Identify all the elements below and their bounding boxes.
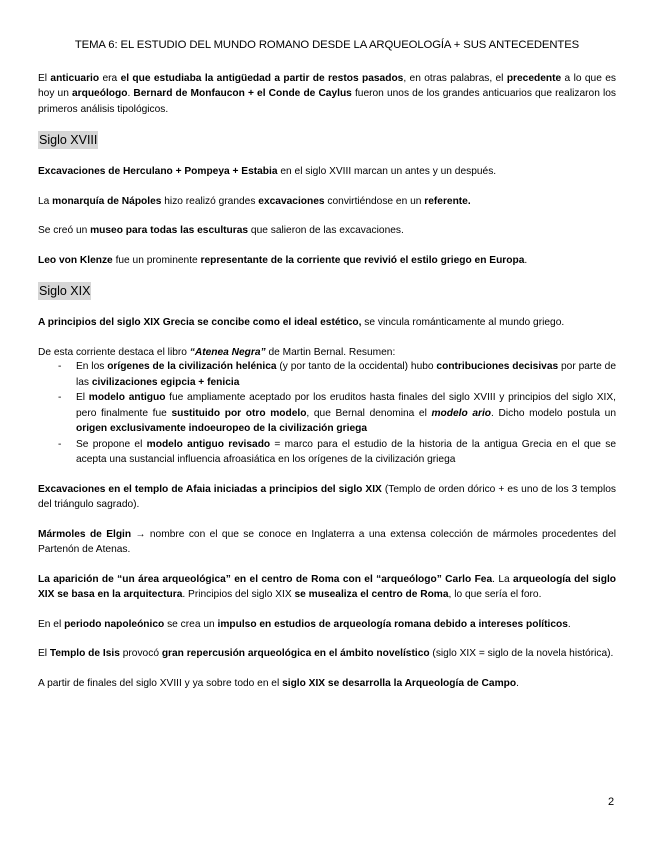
page-title: TEMA 6: EL ESTUDIO DEL MUNDO ROMANO DESDE LA ARQUEOLOGÍA + SUS ANTECEDENTES [74, 39, 580, 51]
summary-list [38, 359, 616, 468]
paragraph-elgin: Mármoles de Elgin → nombre con el que se conoce en Inglaterra a una extensa colección de mármoles procedentes del Partenón de Atenas. [38, 528, 616, 555]
list-item: - El modelo antiguo fue ampliamente aceptado por los eruditos hasta finales del siglo XVIII y principios del siglo XIX, pero finalmente fue sustituido por otro modelo, que Bernal denomina el modelo ario. Dicho modelo postula un origen exclusivamente indoeuropeo de la civilización griega [58, 392, 617, 434]
paragraph-carlo-fea: La aparición de “un área arqueológica” en el centro de Roma con el “arqueólogo” Carlo Fea. La arqueología del siglo XIX se basa en la arquitectura. Principios del siglo XIX se musealiza el centro de Roma, lo que sería el foro. [38, 573, 617, 600]
paragraph-afaia: Excavaciones en el templo de Afaia iniciadas a principios del siglo XIX (Templo de orden dórico + es uno de los 3 templos del triángulo sagrado). [38, 483, 616, 510]
list-item: - En los orígenes de la civilización helénica (y por tanto de la occidental) hubo contribuciones decisivas por parte de las civilizaciones egipcia + fenicia [58, 361, 616, 388]
list-item: - Se propone el modelo antiguo revisado = marco para el estudio de la historia de la antigua Grecia en el que se acepta una sustancial influencia afroasiática en los orígenes de la civilización griega [58, 438, 616, 465]
paragraph-klenze: Leo von Klenze fue un prominente representante de la corriente que revivió el estilo griego en Europa. [38, 254, 528, 266]
paragraph-museo: Se creó un museo para todas las esculturas que salieron de las excavaciones. [38, 225, 404, 236]
paragraph-napoles: La monarquía de Nápoles hizo realizó grandes excavaciones convirtiéndose en un referente. [38, 195, 471, 207]
arrow-right-icon: → [135, 528, 146, 540]
paragraph-herculano: Excavaciones de Herculano + Pompeya + Estabia en el siglo XVIII marcan un antes y un después. [38, 166, 497, 177]
intro-paragraph: El anticuario era el que estudiaba la antigüedad a partir de restos pasados, en otras palabras, el precedente a lo que es hoy un arqueólogo. Bernard de Monfaucon + el Conde de Caylus fueron unos de los grandes anticuarios que realizaron los primeros análisis tipológicos. [38, 72, 616, 115]
section-heading-siglo-xix: Siglo XIX [39, 284, 91, 298]
paragraph-grecia-ideal: A principios del siglo XIX Grecia se concibe como el ideal estético, se vincula románticamente al mundo griego. [38, 317, 565, 328]
section-heading-siglo-xviii: Siglo XVIII [39, 133, 98, 147]
page-content [38, 38, 616, 705]
paragraph-arqueologia-campo: A partir de finales del siglo XVIII y ya sobre todo en el siglo XIX se desarrolla la Arqueología de Campo. [38, 677, 519, 689]
paragraph-isis: El Templo de Isis provocó gran repercusión arqueológica en el ámbito novelístico (siglo XIX = siglo de la novela histórica). [38, 648, 614, 659]
page-number: 2 [608, 796, 615, 808]
paragraph-atenea-negra: De esta corriente destaca el libro “Atenea Negra” de Martin Bernal. Resumen: [38, 346, 396, 358]
paragraph-napoleonico: En el periodo napoleónico se crea un impulso en estudios de arqueología romana debido a intereses políticos. [38, 618, 571, 630]
